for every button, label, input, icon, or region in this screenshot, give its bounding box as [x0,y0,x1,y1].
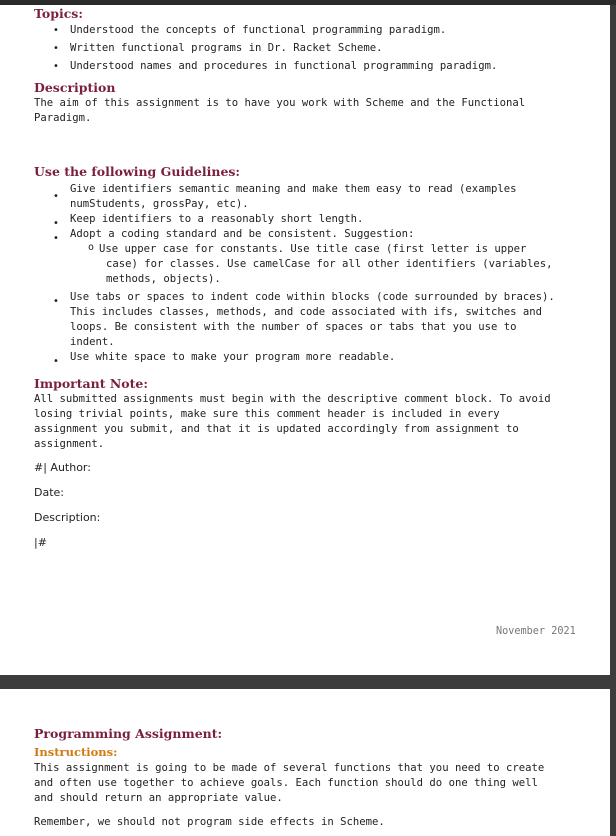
guideline-line: Give identifiers semantic meaning and make them easy to read (examples [70,183,517,195]
sub-guideline-line: Use upper case for constants. Use title case (first letter is upper [99,243,527,255]
bullet-icon: • [53,43,59,54]
sub-guideline-line: methods, objects). [106,273,221,285]
description-heading: Description [34,80,116,95]
bullet-icon: • [53,25,59,36]
description-line: Paradigm. [34,112,92,124]
comment-description: Description: [34,511,101,524]
page-gap [0,675,616,689]
circle-bullet-icon: o [88,242,95,253]
bullet-icon: • [53,218,59,229]
guideline-line: Use tabs or spaces to indent code within blocks (code surrounded by braces). [70,291,555,303]
topic-item: Understood the concepts of functional programming paradigm. [70,24,447,36]
sub-guideline-line: case) for classes. Use camelCase for all other identifiers (variables, [106,258,553,270]
bullet-icon: • [53,356,59,367]
page-footer-date: November 2021 [496,626,576,637]
guideline-line: Keep identifiers to a reasonably short length. [70,213,364,225]
instructions-heading: Instructions: [34,745,118,759]
topic-item: Written functional programs in Dr. Racket Scheme. [70,42,383,54]
guideline-line: indent. [70,336,115,348]
topics-heading: Topics: [34,6,83,21]
instructions-line: and often use together to achieve goals. Each function should do one thing well [34,777,538,789]
important-note-line: All submitted assignments must begin with the descriptive comment block. To avoid [34,393,551,405]
description-line: The aim of this assignment is to have you work with Scheme and the Functional [34,97,526,109]
guideline-line: numStudents, grossPay, etc). [70,198,249,210]
important-note-heading: Important Note: [34,376,148,391]
comment-close: |# [34,536,47,549]
guideline-line: loops. Be consistent with the number of spaces or tabs that you use to [70,321,517,333]
bullet-icon: • [53,61,59,72]
bullet-icon: • [53,233,59,244]
instructions-line: This assignment is going to be made of several functions that you need to create [34,762,545,774]
bullet-icon: • [53,191,59,202]
document-page-1 [0,5,616,675]
guideline-line: Adopt a coding standard and be consistent. Suggestion: [70,228,415,240]
topic-item: Understood names and procedures in functional programming paradigm. [70,60,498,72]
instructions-line: and should return an appropriate value. [34,792,283,804]
programming-assignment-heading: Programming Assignment: [34,726,223,741]
guidelines-heading: Use the following Guidelines: [34,164,241,179]
bullet-icon: • [53,296,59,307]
comment-date: Date: [34,486,64,499]
important-note-line: assignment. [34,438,105,450]
remember-line: Remember, we should not program side effects in Scheme. [34,816,385,828]
document-page-2 [0,689,616,836]
guideline-line: This includes classes, methods, and code associated with ifs, switches and [70,306,542,318]
important-note-line: assignment you submit, and that it is updated accordingly from assignment to [34,423,519,435]
important-note-line: losing trivial points, make sure this comment header is included in every [34,408,500,420]
comment-author: #| Author: [34,461,91,474]
guideline-line: Use white space to make your program more readable. [70,351,396,363]
